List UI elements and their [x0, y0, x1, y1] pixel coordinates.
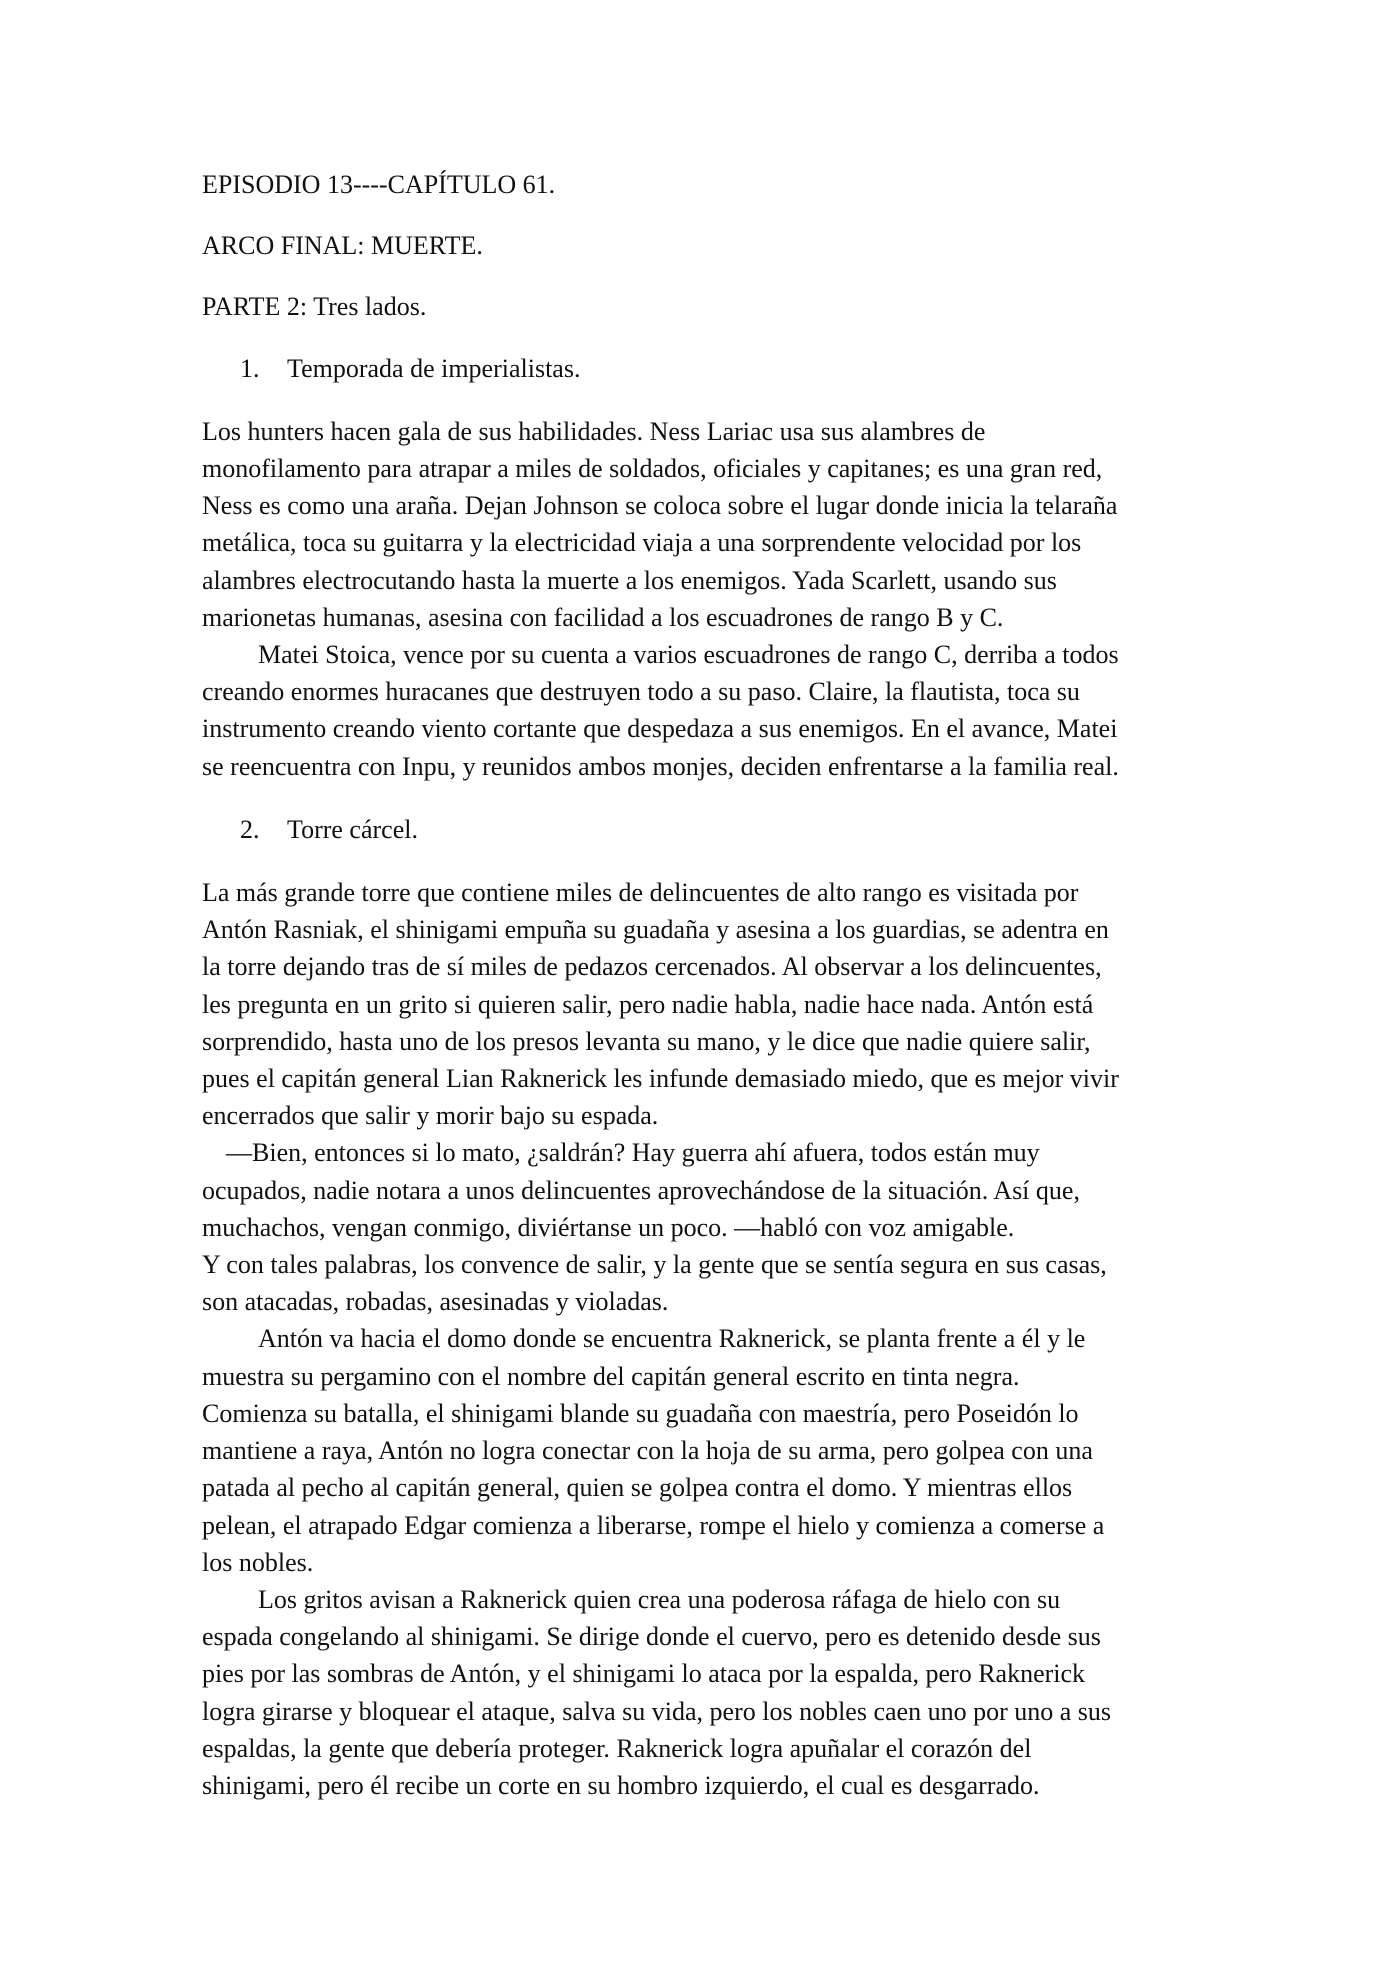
text-line: logra girarse y bloquear el ataque, salva su vida, pero los nobles caen uno por uno a sus: [202, 1696, 1112, 1726]
text-line: Antón Rasniak, el shinigami empuña su guadaña y asesina a los guardias, se adentra en: [202, 915, 1109, 945]
text-line: espada congelando al shinigami. Se dirige donde el cuervo, pero es detenido desde sus: [202, 1622, 1101, 1652]
section-1-body: [202, 413, 1202, 785]
text-line: instrumento creando viento cortante que despedaza a sus enemigos. En el avance, Matei: [202, 714, 1118, 744]
text-line: sorprendido, hasta uno de los presos levanta su mano, y le dice que nadie quiere salir,: [202, 1026, 1091, 1056]
text-line: Comienza su batalla, el shinigami blande su guadaña con maestría, pero Poseidón lo: [202, 1398, 1079, 1428]
text-line: los nobles.: [202, 1547, 314, 1577]
text-line: shinigami, pero él recibe un corte en su hombro izquierdo, el cual es desgarrado.: [202, 1770, 1040, 1800]
text-line: Ness es como una araña. Dejan Johnson se coloca sobre el lugar donde inicia la telaraña: [202, 491, 1118, 521]
text-line: Antón va hacia el domo donde se encuentra Raknerick, se planta frente a él y le: [258, 1324, 1086, 1354]
text-line: muchachos, vengan conmigo, diviértanse un poco. —habló con voz amigable.: [202, 1212, 1015, 1242]
text-line: metálica, toca su guitarra y la electricidad viaja a una sorprendente velocidad por los: [202, 528, 1082, 558]
section-2-number: 2.: [240, 814, 260, 844]
text-line: encerrados que salir y morir bajo su espada.: [202, 1101, 659, 1131]
text-line: Los gritos avisan a Raknerick quien crea una poderosa ráfaga de hielo con su: [258, 1584, 1061, 1614]
section-1-heading: [202, 350, 1202, 387]
text-line: alambres electrocutando hasta la muerte a los enemigos. Yada Scarlett, usando sus: [202, 565, 1057, 595]
text-line: marionetas humanas, asesina con facilidad a los escuadrones de rango B y C.: [202, 602, 1004, 632]
text-line: les pregunta en un grito si quieren salir, pero nadie habla, nadie hace nada. Antón está: [202, 989, 1094, 1019]
text-line: Matei Stoica, vence por su cuenta a varios escuadrones de rango C, derriba a todos: [258, 640, 1119, 670]
text-line: creando enormes huracanes que destruyen todo a su paso. Claire, la flautista, toca su: [202, 677, 1080, 707]
text-line: muestra su pergamino con el nombre del capitán general escrito en tinta negra.: [202, 1361, 1020, 1391]
text-line: son atacadas, robadas, asesinadas y violadas.: [202, 1287, 669, 1317]
text-line: La más grande torre que contiene miles de delincuentes de alto rango es visitada por: [202, 878, 1079, 908]
text-line: se reencuentra con Inpu, y reunidos ambos monjes, deciden enfrentarse a la familia real.: [202, 751, 1119, 781]
text-line: pelean, el atrapado Edgar comienza a liberarse, rompe el hielo y comienza a comerse a: [202, 1510, 1105, 1540]
arc-heading: ARCO FINAL: MUERTE.: [202, 231, 483, 261]
section-2-body: [202, 874, 1202, 1804]
section-1-title: Temporada de imperialistas.: [287, 353, 581, 383]
dialogue-line: —Bien, entonces si lo mato, ¿saldrán? Hay guerra ahí afuera, todos están muy: [226, 1138, 1040, 1168]
episode-heading: EPISODIO 13----CAPÍTULO 61.: [202, 170, 556, 199]
section-2-heading: [202, 811, 1202, 848]
text-line: Los hunters hacen gala de sus habilidades. Ness Lariac usa sus alambres de: [202, 416, 986, 446]
text-line: la torre dejando tras de sí miles de pedazos cercenados. Al observar a los delincuentes,: [202, 952, 1102, 982]
text-line: Y con tales palabras, los convence de salir, y la gente que se sentía segura en sus casas,: [202, 1250, 1107, 1280]
section-1-number: 1.: [240, 353, 260, 383]
text-line: espaldas, la gente que debería proteger. Raknerick logra apuñalar el corazón del: [202, 1733, 1032, 1763]
section-2-title: Torre cárcel.: [287, 814, 418, 844]
document-body: [202, 166, 1202, 1804]
text-line: pues el capitán general Lian Raknerick les infunde demasiado miedo, que es mejor vivir: [202, 1064, 1119, 1094]
text-line: monofilamento para atrapar a miles de soldados, oficiales y capitanes; es una gran red,: [202, 454, 1103, 484]
text-line: ocupados, nadie notara a unos delincuentes aprovechándose de la situación. Así que,: [202, 1175, 1080, 1205]
text-line: pies por las sombras de Antón, y el shinigami lo ataca por la espalda, pero Raknerick: [202, 1659, 1086, 1689]
text-line: patada al pecho al capitán general, quien se golpea contra el domo. Y mientras ellos: [202, 1473, 1073, 1503]
part-heading: PARTE 2: Tres lados.: [202, 292, 427, 322]
text-line: mantiene a raya, Antón no logra conectar con la hoja de su arma, pero golpea con una: [202, 1436, 1093, 1466]
